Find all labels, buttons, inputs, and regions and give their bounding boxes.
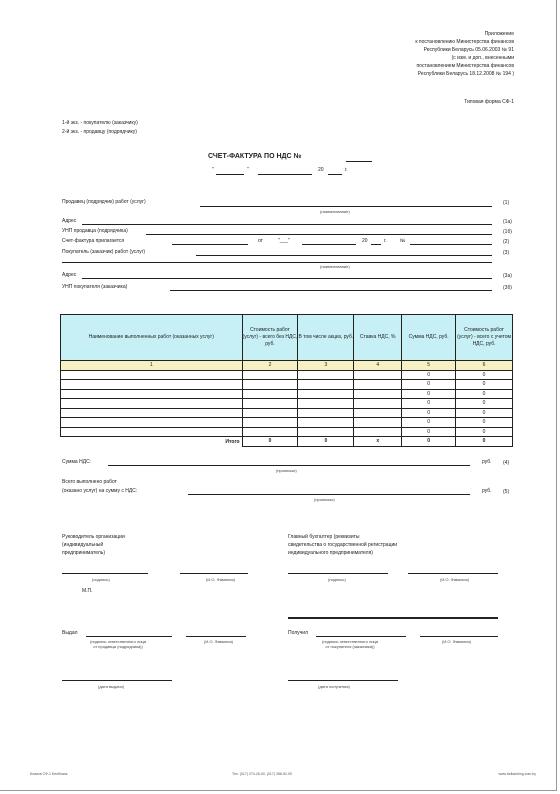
table-cell[interactable] xyxy=(61,370,243,380)
table-cell[interactable]: 0 xyxy=(402,380,456,390)
vat-sum-line[interactable] xyxy=(108,465,470,466)
address-code: (1а) xyxy=(503,219,512,225)
vat-words-hint: (прописью) xyxy=(276,468,297,473)
table-cell[interactable] xyxy=(242,389,298,399)
attached-label: Счет-фактура прилагается xyxy=(62,238,125,244)
total-label-2: (оказано услуг) на сумму с НДС: xyxy=(62,488,138,494)
table-cell[interactable] xyxy=(298,408,354,418)
issued-label: Выдал xyxy=(62,630,78,636)
table-cell[interactable] xyxy=(354,408,402,418)
buyer-address-line[interactable] xyxy=(82,278,492,279)
table-cell[interactable] xyxy=(354,389,402,399)
day-line xyxy=(216,174,244,175)
seller-code: (1) xyxy=(503,200,510,206)
seller-unp-code: (1б) xyxy=(503,229,512,235)
buyer-name-hint: (наименование) xyxy=(320,264,350,269)
col-header: Сумма НДС, руб. xyxy=(402,315,456,361)
attached-code: (2) xyxy=(503,239,510,245)
appendix-line: Приложение xyxy=(484,31,514,37)
table-cell[interactable]: 0 xyxy=(402,427,456,437)
table-cell[interactable] xyxy=(298,389,354,399)
vat-sum-label: Сумма НДС: xyxy=(62,459,92,465)
table-cell[interactable] xyxy=(61,399,243,409)
head-label-line: предприниматель) xyxy=(62,550,106,556)
column-number: 4 xyxy=(354,361,402,371)
accountant-label-line: свидетельства о государственной регистрации xyxy=(288,542,398,548)
buyer-label: Покупатель (заказчик) работ (услуг) xyxy=(62,249,146,255)
appendix-line: Республики Беларусь 18.12.2008 № 194 ) xyxy=(417,71,514,77)
address-line[interactable] xyxy=(82,224,492,225)
table-cell[interactable] xyxy=(242,380,298,390)
col-header: Стоимость работ (услуг) - всего без НДС, руб. xyxy=(242,315,298,361)
issued-fio-hint: (И.О. Фамилия) xyxy=(204,639,233,644)
received-signature-hint xyxy=(322,639,378,649)
issued-signature-line[interactable] xyxy=(86,636,172,637)
table-cell[interactable] xyxy=(298,427,354,437)
table-cell[interactable]: 0 xyxy=(402,399,456,409)
table-header-row xyxy=(61,315,513,361)
date-quote-close: " xyxy=(247,167,249,173)
issued-signature-hint xyxy=(90,639,146,649)
receive-date-line[interactable] xyxy=(288,680,398,681)
appendix-line: постановлением Министерства финансов xyxy=(416,63,514,69)
number-line xyxy=(346,161,372,162)
received-fio-hint: (И.О. Фамилия) xyxy=(442,639,471,644)
col-header: В том числе акциз, руб. xyxy=(298,315,354,361)
table-cell[interactable]: 0 xyxy=(402,418,456,428)
table-cell[interactable]: 0 xyxy=(402,389,456,399)
head-signature-line[interactable] xyxy=(62,573,148,574)
column-number: 2 xyxy=(242,361,298,371)
table-row xyxy=(61,370,513,380)
attached-month-line[interactable] xyxy=(302,244,356,245)
attached-line[interactable] xyxy=(172,244,248,245)
table-cell[interactable] xyxy=(61,389,243,399)
total-label: Итого xyxy=(61,437,243,447)
table-row xyxy=(61,408,513,418)
table-cell[interactable]: 0 xyxy=(456,427,513,437)
attached-quotes: "___" xyxy=(278,238,290,244)
table-row xyxy=(61,418,513,428)
seller-line[interactable] xyxy=(200,206,492,207)
seller-label: Продавец (подрядчик) работ (услуг) xyxy=(62,199,146,205)
table-row xyxy=(61,380,513,390)
buyer-code: (3) xyxy=(503,250,510,256)
table-cell[interactable]: 0 xyxy=(456,418,513,428)
issued-hint-line: от продавца (подрядчика)) xyxy=(93,644,143,649)
footer-right: www.belbanking.com.by xyxy=(498,772,536,776)
total-sum-code: (5) xyxy=(503,489,510,495)
attached-no: № xyxy=(400,238,406,244)
total-row xyxy=(61,437,513,447)
buyer-address-code: (3а) xyxy=(503,273,512,279)
col-header: Наименование выполненных работ (оказанных услуг) xyxy=(61,315,243,361)
vat-sum-code: (4) xyxy=(503,460,510,466)
issued-hint-line: (подпись ответственного лица xyxy=(90,639,147,644)
table-cell[interactable]: 0 xyxy=(402,370,456,380)
year-prefix: 20 xyxy=(318,167,324,173)
table-cell[interactable]: 0 xyxy=(456,399,513,409)
col-header: Стоимость работ (услуг) - всего с учетом НДС, руб. xyxy=(456,315,513,361)
head-label xyxy=(62,533,125,557)
accountant-label-line: Главный бухгалтер (реквизиты xyxy=(288,534,360,540)
buyer-unp-code: (3б) xyxy=(503,285,512,291)
footer-left: Бланки СФ-1 Белбланк xyxy=(30,772,68,776)
copy-seller: 2-й экз. - продавцу (подрядчику) xyxy=(62,129,137,135)
table-cell[interactable] xyxy=(61,380,243,390)
table-cell[interactable] xyxy=(354,370,402,380)
table-cell[interactable] xyxy=(242,418,298,428)
accountant-label-line: индивидуального предпринимателя) xyxy=(288,550,373,556)
table-cell[interactable] xyxy=(354,399,402,409)
table-row xyxy=(61,399,513,409)
accountant-fio-line[interactable] xyxy=(408,573,498,574)
column-number: 5 xyxy=(402,361,456,371)
total-cell: 0 xyxy=(242,437,298,447)
year-line xyxy=(328,174,342,175)
table-cell[interactable]: 0 xyxy=(402,408,456,418)
table-cell[interactable]: 0 xyxy=(456,389,513,399)
table-cell[interactable] xyxy=(354,380,402,390)
form-type: Типовая форма СФ-1 xyxy=(464,99,514,105)
buyer-line[interactable] xyxy=(196,255,492,256)
vat-sum-rub: руб. xyxy=(482,459,492,465)
attached-no-line[interactable] xyxy=(410,244,492,245)
total-cell: x xyxy=(354,437,402,447)
table-row xyxy=(61,427,513,437)
mp-label: М.П. xyxy=(82,588,93,594)
table-cell[interactable]: 0 xyxy=(456,370,513,380)
date-quote-open: " xyxy=(212,167,214,173)
attached-year-line[interactable] xyxy=(371,244,381,245)
buyer-line-2[interactable] xyxy=(62,262,492,263)
attached-g: г. xyxy=(384,238,387,244)
month-line xyxy=(258,174,312,175)
table-cell[interactable] xyxy=(242,408,298,418)
table-cell[interactable] xyxy=(242,370,298,380)
column-number: 6 xyxy=(456,361,513,371)
table-cell[interactable] xyxy=(354,418,402,428)
table-body xyxy=(61,370,513,437)
total-sum-rub: руб. xyxy=(482,488,492,494)
seller-unp-label: УНП продавца (подрядчика) xyxy=(62,228,128,234)
table-cell[interactable] xyxy=(61,427,243,437)
received-fio-line[interactable] xyxy=(420,636,498,637)
received-label: Получил xyxy=(288,630,308,636)
column-number-row xyxy=(61,361,513,371)
table-cell[interactable] xyxy=(61,418,243,428)
receive-date-hint: (дата получения) xyxy=(318,684,350,689)
appendix-block xyxy=(415,30,514,78)
separator-line xyxy=(288,617,498,619)
invoice-table xyxy=(60,314,513,447)
head-label-line: Руководитель организации xyxy=(62,534,125,540)
received-hint-line: (подпись ответственного лица xyxy=(322,639,379,644)
table-cell[interactable] xyxy=(354,427,402,437)
issue-date-hint: (дата выдачи) xyxy=(98,684,125,689)
table-cell[interactable] xyxy=(298,380,354,390)
table-cell[interactable] xyxy=(242,427,298,437)
appendix-line: Республики Беларусь 05.06.2003 № 91 xyxy=(423,47,514,53)
total-sum-line[interactable] xyxy=(188,494,470,495)
attached-from: от xyxy=(258,238,263,244)
accountant-fio-hint: (И.О. Фамилия) xyxy=(440,577,469,582)
received-signature-line[interactable] xyxy=(316,636,406,637)
issued-fio-line[interactable] xyxy=(186,636,246,637)
total-words-hint: (прописью) xyxy=(314,497,335,502)
table-cell[interactable] xyxy=(61,408,243,418)
buyer-unp-label: УНП покупателя (заказчика) xyxy=(62,284,128,290)
year-suffix: г. xyxy=(345,167,348,173)
head-fio-hint: (И.О. Фамилия) xyxy=(206,577,235,582)
seller-name-hint: (наименование) xyxy=(320,209,350,214)
table-cell[interactable] xyxy=(242,399,298,409)
table-cell[interactable] xyxy=(298,399,354,409)
copy-buyer: 1-й экз. - покупателю (заказчику) xyxy=(62,120,138,126)
head-label-line: (индивидуальный xyxy=(62,542,104,548)
table-cell[interactable]: 0 xyxy=(456,380,513,390)
buyer-address-label: Адрес xyxy=(62,272,77,278)
table-cell[interactable] xyxy=(298,370,354,380)
appendix-line: к постановлению Министерства финансов xyxy=(415,39,514,45)
attached-year: 20 xyxy=(362,238,368,244)
total-cell: 0 xyxy=(298,437,354,447)
appendix-line: (с изм. и доп., внесенными xyxy=(451,55,514,61)
total-cell: 0 xyxy=(402,437,456,447)
document-title: СЧЕТ-ФАКТУРА ПО НДС № xyxy=(208,153,302,160)
head-signature-hint: (подпись) xyxy=(92,577,110,582)
accountant-label xyxy=(288,533,397,557)
col-header: Ставка НДС, % xyxy=(354,315,402,361)
issue-date-line[interactable] xyxy=(62,680,172,681)
column-number: 1 xyxy=(61,361,243,371)
accountant-signature-hint: (подпись) xyxy=(328,577,346,582)
total-label-1: Всего выполнено работ xyxy=(62,479,117,485)
column-number: 3 xyxy=(298,361,354,371)
address-label: Адрес xyxy=(62,218,77,224)
head-fio-line[interactable] xyxy=(180,573,248,574)
accountant-signature-line[interactable] xyxy=(288,573,388,574)
total-cell: 0 xyxy=(456,437,513,447)
table-cell[interactable] xyxy=(298,418,354,428)
footer-center: Тел. (017) 274-26-00, (017) 286-52-00 xyxy=(232,772,292,776)
table-cell[interactable]: 0 xyxy=(456,408,513,418)
received-hint-line: от покупателя (заказчика)) xyxy=(325,644,375,649)
seller-unp-line[interactable] xyxy=(146,234,492,235)
table-row xyxy=(61,389,513,399)
buyer-unp-line[interactable] xyxy=(170,290,492,291)
